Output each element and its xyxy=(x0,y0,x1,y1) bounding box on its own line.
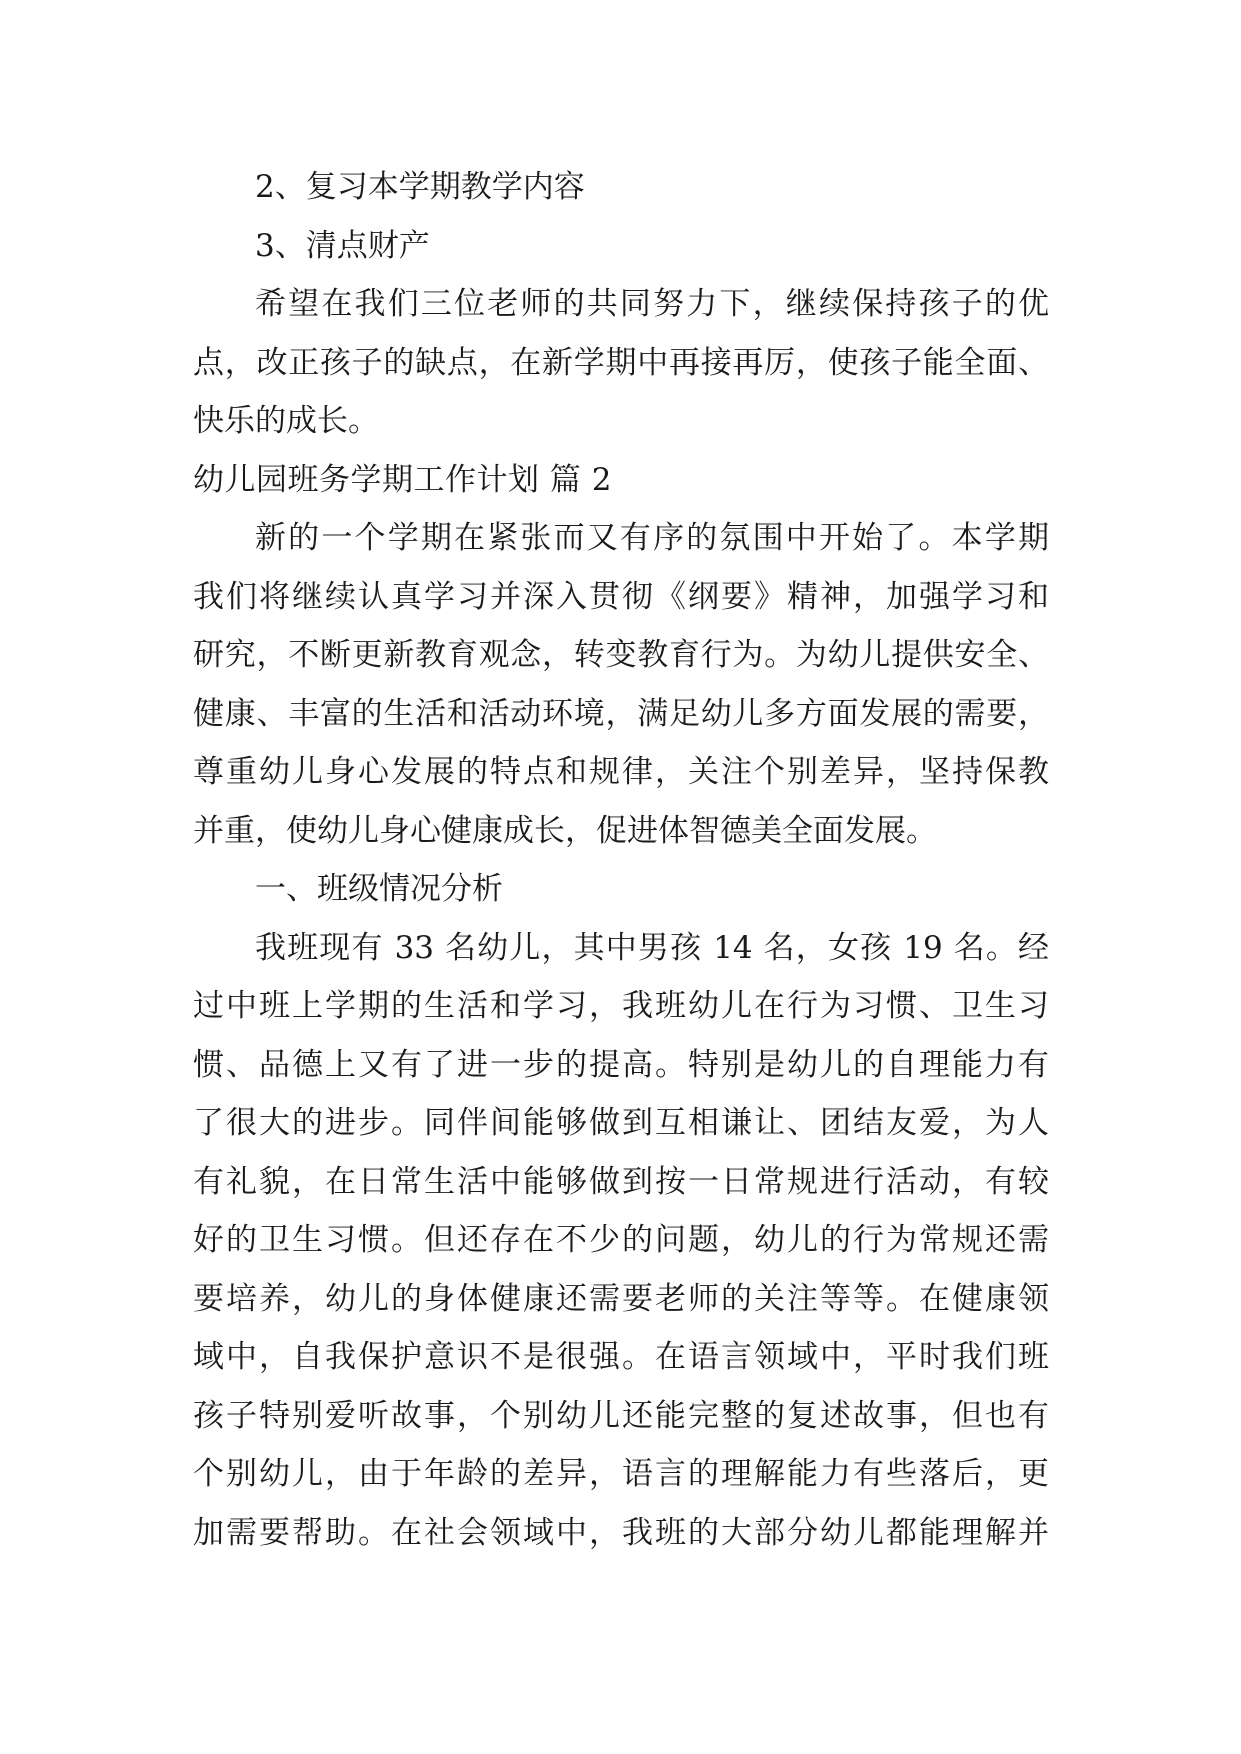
analysis-paragraph-line: 好的卫生习惯。但还存在不少的问题，幼儿的行为常规还需 xyxy=(193,1222,1049,1258)
intro-paragraph-line: 我们将继续认真学习并深入贯彻《纲要》精神，加强学习和 xyxy=(193,578,1049,615)
analysis-paragraph-line: 域中，自我保护意识不是很强。在语言领域中，平时我们班 xyxy=(193,1339,1049,1375)
intro-paragraph-line: 尊重幼儿身心发展的特点和规律，关注个别差异，坚持保教 xyxy=(193,754,1049,790)
intro-paragraph-line: 并重，使幼儿身心健康成长，促进体智德美全面发展。 xyxy=(193,812,937,849)
document-body xyxy=(193,158,1049,1562)
closing-paragraph-line: 希望在我们三位老师的共同努力下，继续保持孩子的优 xyxy=(255,286,1049,322)
analysis-paragraph-line: 有礼貌，在日常生活中能够做到按一日常规进行活动，有较 xyxy=(193,1163,1049,1200)
section-title: 幼儿园班务学期工作计划 篇 2 xyxy=(193,461,612,498)
analysis-paragraph-line: 孩子特别爱听故事，个别幼儿还能完整的复述故事，但也有 xyxy=(193,1397,1049,1434)
analysis-paragraph-line: 惯、品德上又有了进一步的提高。特别是幼儿的自理能力有 xyxy=(193,1046,1049,1083)
list-item-inventory: 3、清点财产 xyxy=(255,227,430,264)
analysis-paragraph-line: 个别幼儿，由于年龄的差异，语言的理解能力有些落后，更 xyxy=(193,1456,1049,1492)
intro-paragraph-line: 研究，不断更新教育观念，转变教育行为。为幼儿提供安全、 xyxy=(193,637,1049,673)
closing-paragraph-line: 快乐的成长。 xyxy=(193,403,379,439)
subheading: 一、班级情况分析 xyxy=(255,871,503,907)
analysis-paragraph-line: 过中班上学期的生活和学习，我班幼儿在行为习惯、卫生习 xyxy=(193,988,1049,1024)
analysis-paragraph-line: 我班现有 33 名幼儿，其中男孩 14 名，女孩 19 名。经 xyxy=(255,929,1049,966)
analysis-paragraph-line: 要培养，幼儿的身体健康还需要老师的关注等等。在健康领 xyxy=(193,1280,1049,1317)
closing-paragraph-line: 点，改正孩子的缺点，在新学期中再接再厉，使孩子能全面、 xyxy=(193,344,1049,381)
analysis-paragraph-line: 了很大的进步。同伴间能够做到互相谦让、团结友爱，为人 xyxy=(193,1105,1049,1141)
analysis-paragraph-line: 加需要帮助。在社会领域中，我班的大部分幼儿都能理解并 xyxy=(193,1514,1049,1551)
list-item-review: 2、复习本学期教学内容 xyxy=(255,169,585,205)
intro-paragraph-line: 新的一个学期在紧张而又有序的氛围中开始了。本学期 xyxy=(255,520,1049,556)
intro-paragraph-line: 健康、丰富的生活和活动环境，满足幼儿多方面发展的需要， xyxy=(193,695,1049,732)
